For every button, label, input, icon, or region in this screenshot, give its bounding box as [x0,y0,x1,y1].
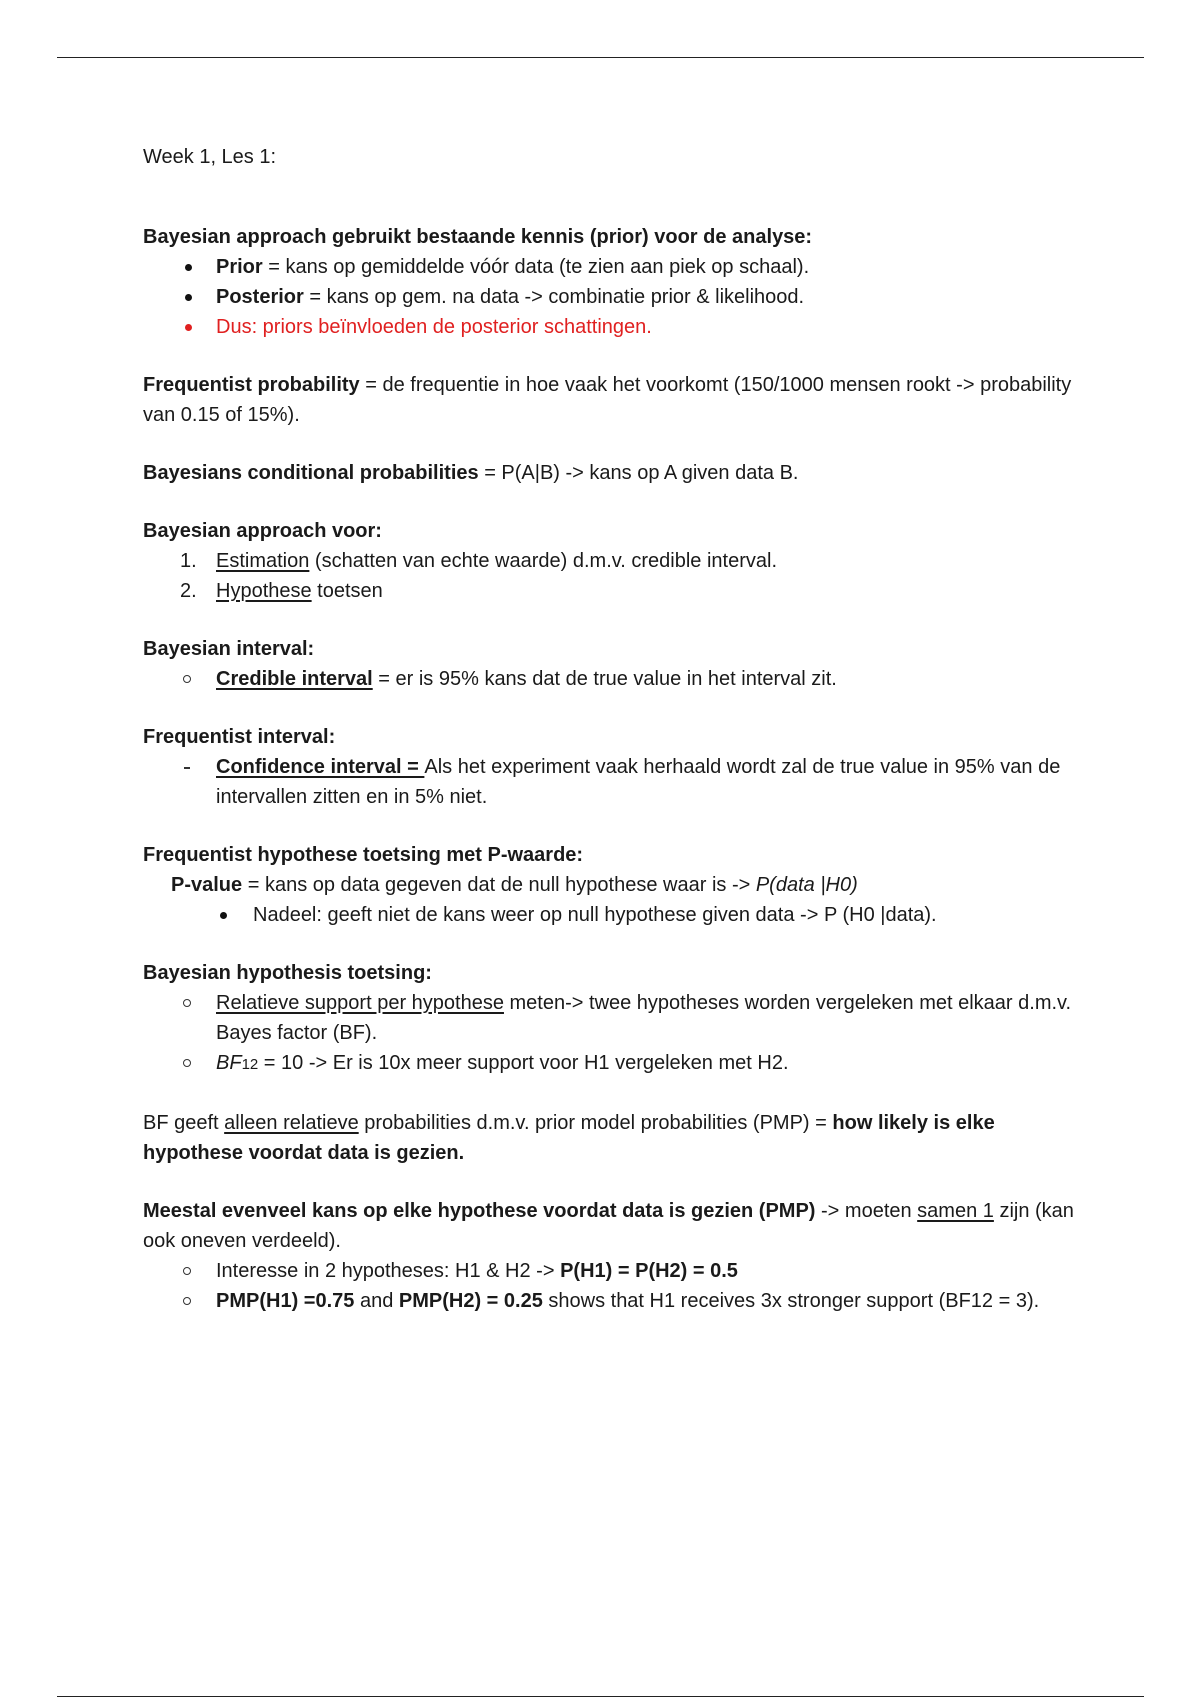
item-text: Dus: priors beïnvloeden de posterior schattingen. [216,316,652,338]
paragraph-text: = P(A|B) -> kans op A given data B. [478,462,799,484]
underlined-term: Confidence interval = [216,756,425,778]
list-item [143,312,1083,342]
underlined-term: Relatieve support per hypothese [216,992,504,1014]
item-text: Nadeel: geeft niet de kans weer op null hypothese given data -> P (H0 |data). [253,904,937,926]
bold-text: P(H1) = P(H2) = 0.5 [560,1260,738,1282]
numbered-list [143,546,1083,606]
bf-subscript: 12 [241,1056,259,1073]
section-heading: Frequentist interval: [143,726,336,748]
formula: P(data |H0) [755,874,858,896]
bold-text: how likely is elke hypothese voordat data is gezien. [143,1112,995,1164]
item-text: = kans op gemiddelde vóór data (te zien aan piek op schaal). [262,256,810,278]
bullet-list [143,664,1083,694]
term: Posterior [216,286,304,308]
term: Prior [216,256,263,278]
term: Bayesians conditional probabilities [143,462,479,484]
list-item [143,1048,1083,1080]
list-number: 2. [180,580,197,602]
section-bayesian-interval [143,634,1083,694]
item-text: Interesse in 2 hypotheses: H1 & H2 -> [216,1260,561,1282]
section-bayesian-approach [143,222,1083,342]
underlined-term: Credible interval [216,668,373,690]
item-text: and [354,1290,399,1312]
list-item [143,546,1083,576]
item-text: toetsen [311,580,383,602]
bullet-list [143,988,1083,1080]
term: P-value [171,874,243,896]
section-heading: Bayesian hypothesis toetsing: [143,962,432,984]
bf-symbol: BF [216,1052,242,1074]
item-text: (schatten van echte waarde) d.m.v. credible interval. [309,550,778,572]
paragraph-text: -> moeten [815,1200,918,1222]
section-heading: Bayesian interval: [143,638,315,660]
section-frequentist-interval [143,722,1083,812]
bullet-list [143,900,1083,930]
paragraph-text: = kans op data gegeven dat de null hypothese waar is -> [242,874,756,896]
bullet-list [143,252,1083,342]
item-text: Als het experiment vaak herhaald wordt zal de true value in 95% van de intervallen zitten en in 5% niet. [216,756,1061,808]
bullet-list [143,1256,1083,1316]
section-frequentist-probability [143,370,1083,430]
item-text: = kans op gem. na data -> combinatie prior & likelihood. [303,286,805,308]
pvalue-definition [143,870,1083,900]
underlined-term: alleen relatieve [224,1112,359,1134]
bullet-list [143,752,1083,812]
list-number: 1. [180,550,197,572]
list-item [143,664,1083,694]
item-text: = 10 -> Er is 10x meer support voor H1 vergeleken met H2. [258,1052,789,1074]
bold-text: Meestal evenveel kans op elke hypothese voordat data is gezien (PMP) [143,1200,816,1222]
list-item [143,1256,1083,1286]
section-approach-voor [143,516,1083,606]
list-item [143,576,1083,606]
underlined-term: samen 1 [917,1200,994,1222]
list-item [143,988,1083,1048]
paragraph-text: BF geeft [143,1112,225,1134]
item-text: = er is 95% kans dat de true value in het interval zit. [372,668,837,690]
list-item [143,752,1083,812]
bold-text: PMP(H2) = 0.25 [398,1290,543,1312]
section-conditional [143,458,1083,488]
section-pvalue [143,840,1083,930]
section-bayesian-toetsing [143,958,1083,1080]
section-heading: Bayesian approach gebruikt bestaande kennis (prior) voor de analyse: [143,226,813,248]
week-title: Week 1, Les 1: [143,146,277,168]
paragraph-text: probabilities d.m.v. prior model probabilities (PMP) = [358,1112,833,1134]
paragraph-text: zijn (kan ook oneven verdeeld). [143,1200,1074,1252]
top-rule [57,57,1144,58]
document-page [143,142,1083,1316]
list-item [143,1286,1083,1316]
underlined-term: Hypothese [216,580,312,602]
paragraph-text: = de frequentie in hoe vaak het voorkomt (150/1000 mensen rookt -> probability van 0.15 of 15%). [143,374,1072,426]
item-text: shows that H1 receives 3x stronger support (BF12 = 3). [542,1290,1040,1312]
bold-text: PMP(H1) =0.75 [216,1290,355,1312]
list-item [143,282,1083,312]
section-pmp [143,1196,1083,1316]
section-bf-relative [143,1108,1083,1168]
term: Frequentist probability [143,374,360,396]
section-heading: Frequentist hypothese toetsing met P-waarde: [143,844,584,866]
underlined-term: Estimation [216,550,310,572]
section-heading: Bayesian approach voor: [143,520,382,542]
item-text: meten-> twee hypotheses worden vergeleken met elkaar d.m.v. Bayes factor (BF). [216,992,1072,1044]
list-item [143,252,1083,282]
list-item [143,900,1083,930]
bottom-rule [57,1696,1144,1697]
